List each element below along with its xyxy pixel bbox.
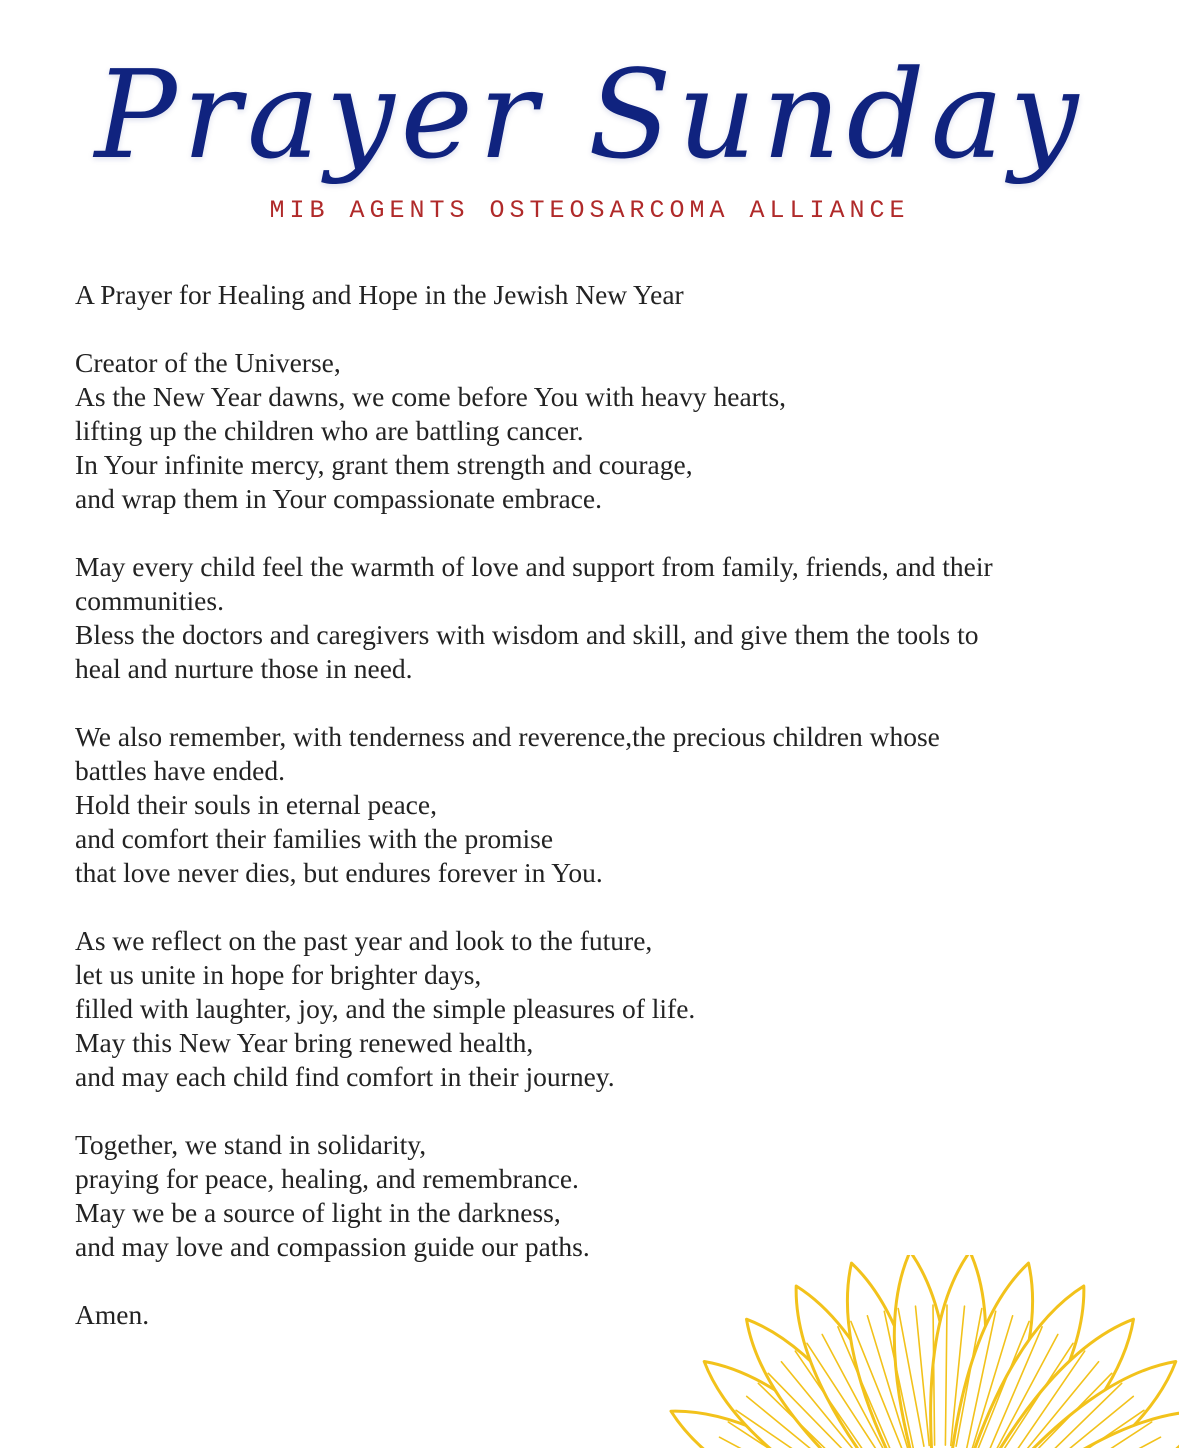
prayer-line: May we be a source of light in the darkness, <box>75 1197 561 1228</box>
prayer-line: In Your infinite mercy, grant them strength and courage, <box>75 449 693 480</box>
organization-subtitle: MIB AGENTS OSTEOSARCOMA ALLIANCE <box>269 196 910 225</box>
prayer-line: We also remember, with tenderness and reverence,the precious children whose <box>75 721 940 752</box>
prayer-line: Together, we stand in solidarity, <box>75 1129 427 1160</box>
page-title: Prayer Sunday <box>94 44 1085 186</box>
prayer-heading: A Prayer for Healing and Hope in the Jewish New Year <box>75 279 684 310</box>
prayer-closing: Amen. <box>75 1299 150 1330</box>
prayer-line: lifting up the children who are battling cancer. <box>75 415 584 446</box>
prayer-line: and wrap them in Your compassionate embrace. <box>75 483 602 514</box>
prayer-line: praying for peace, healing, and remembrance. <box>75 1163 579 1194</box>
prayer-line: and comfort their families with the promise <box>75 823 554 854</box>
stanza-1 <box>75 346 1135 516</box>
prayer-line: communities. <box>75 585 224 616</box>
prayer-line: As we reflect on the past year and look to the future, <box>75 925 653 956</box>
prayer-line: heal and nurture those in need. <box>75 653 413 684</box>
stanza-2 <box>75 550 1135 686</box>
stanza-5 <box>75 1128 1135 1264</box>
stanza-4 <box>75 924 1135 1094</box>
prayer-line: and may each child find comfort in their journey. <box>75 1061 615 1092</box>
prayer-line: May this New Year bring renewed health, <box>75 1027 534 1058</box>
prayer-line: Bless the doctors and caregivers with wisdom and skill, and give them the tools to <box>75 619 979 650</box>
stanza-3 <box>75 720 1135 890</box>
sunflower-icon <box>640 1255 1179 1448</box>
prayer-body <box>75 278 1135 1332</box>
prayer-line: and may love and compassion guide our paths. <box>75 1231 590 1262</box>
prayer-line: let us unite in hope for brighter days, <box>75 959 482 990</box>
prayer-line: Creator of the Universe, <box>75 347 341 378</box>
prayer-line: As the New Year dawns, we come before You with heavy hearts, <box>75 381 787 412</box>
prayer-line: Hold their souls in eternal peace, <box>75 789 437 820</box>
prayer-line: battles have ended. <box>75 755 285 786</box>
prayer-line: May every child feel the warmth of love and support from family, friends, and their <box>75 551 993 582</box>
prayer-line: that love never dies, but endures forever in You. <box>75 857 603 888</box>
prayer-line: filled with laughter, joy, and the simple pleasures of life. <box>75 993 696 1024</box>
